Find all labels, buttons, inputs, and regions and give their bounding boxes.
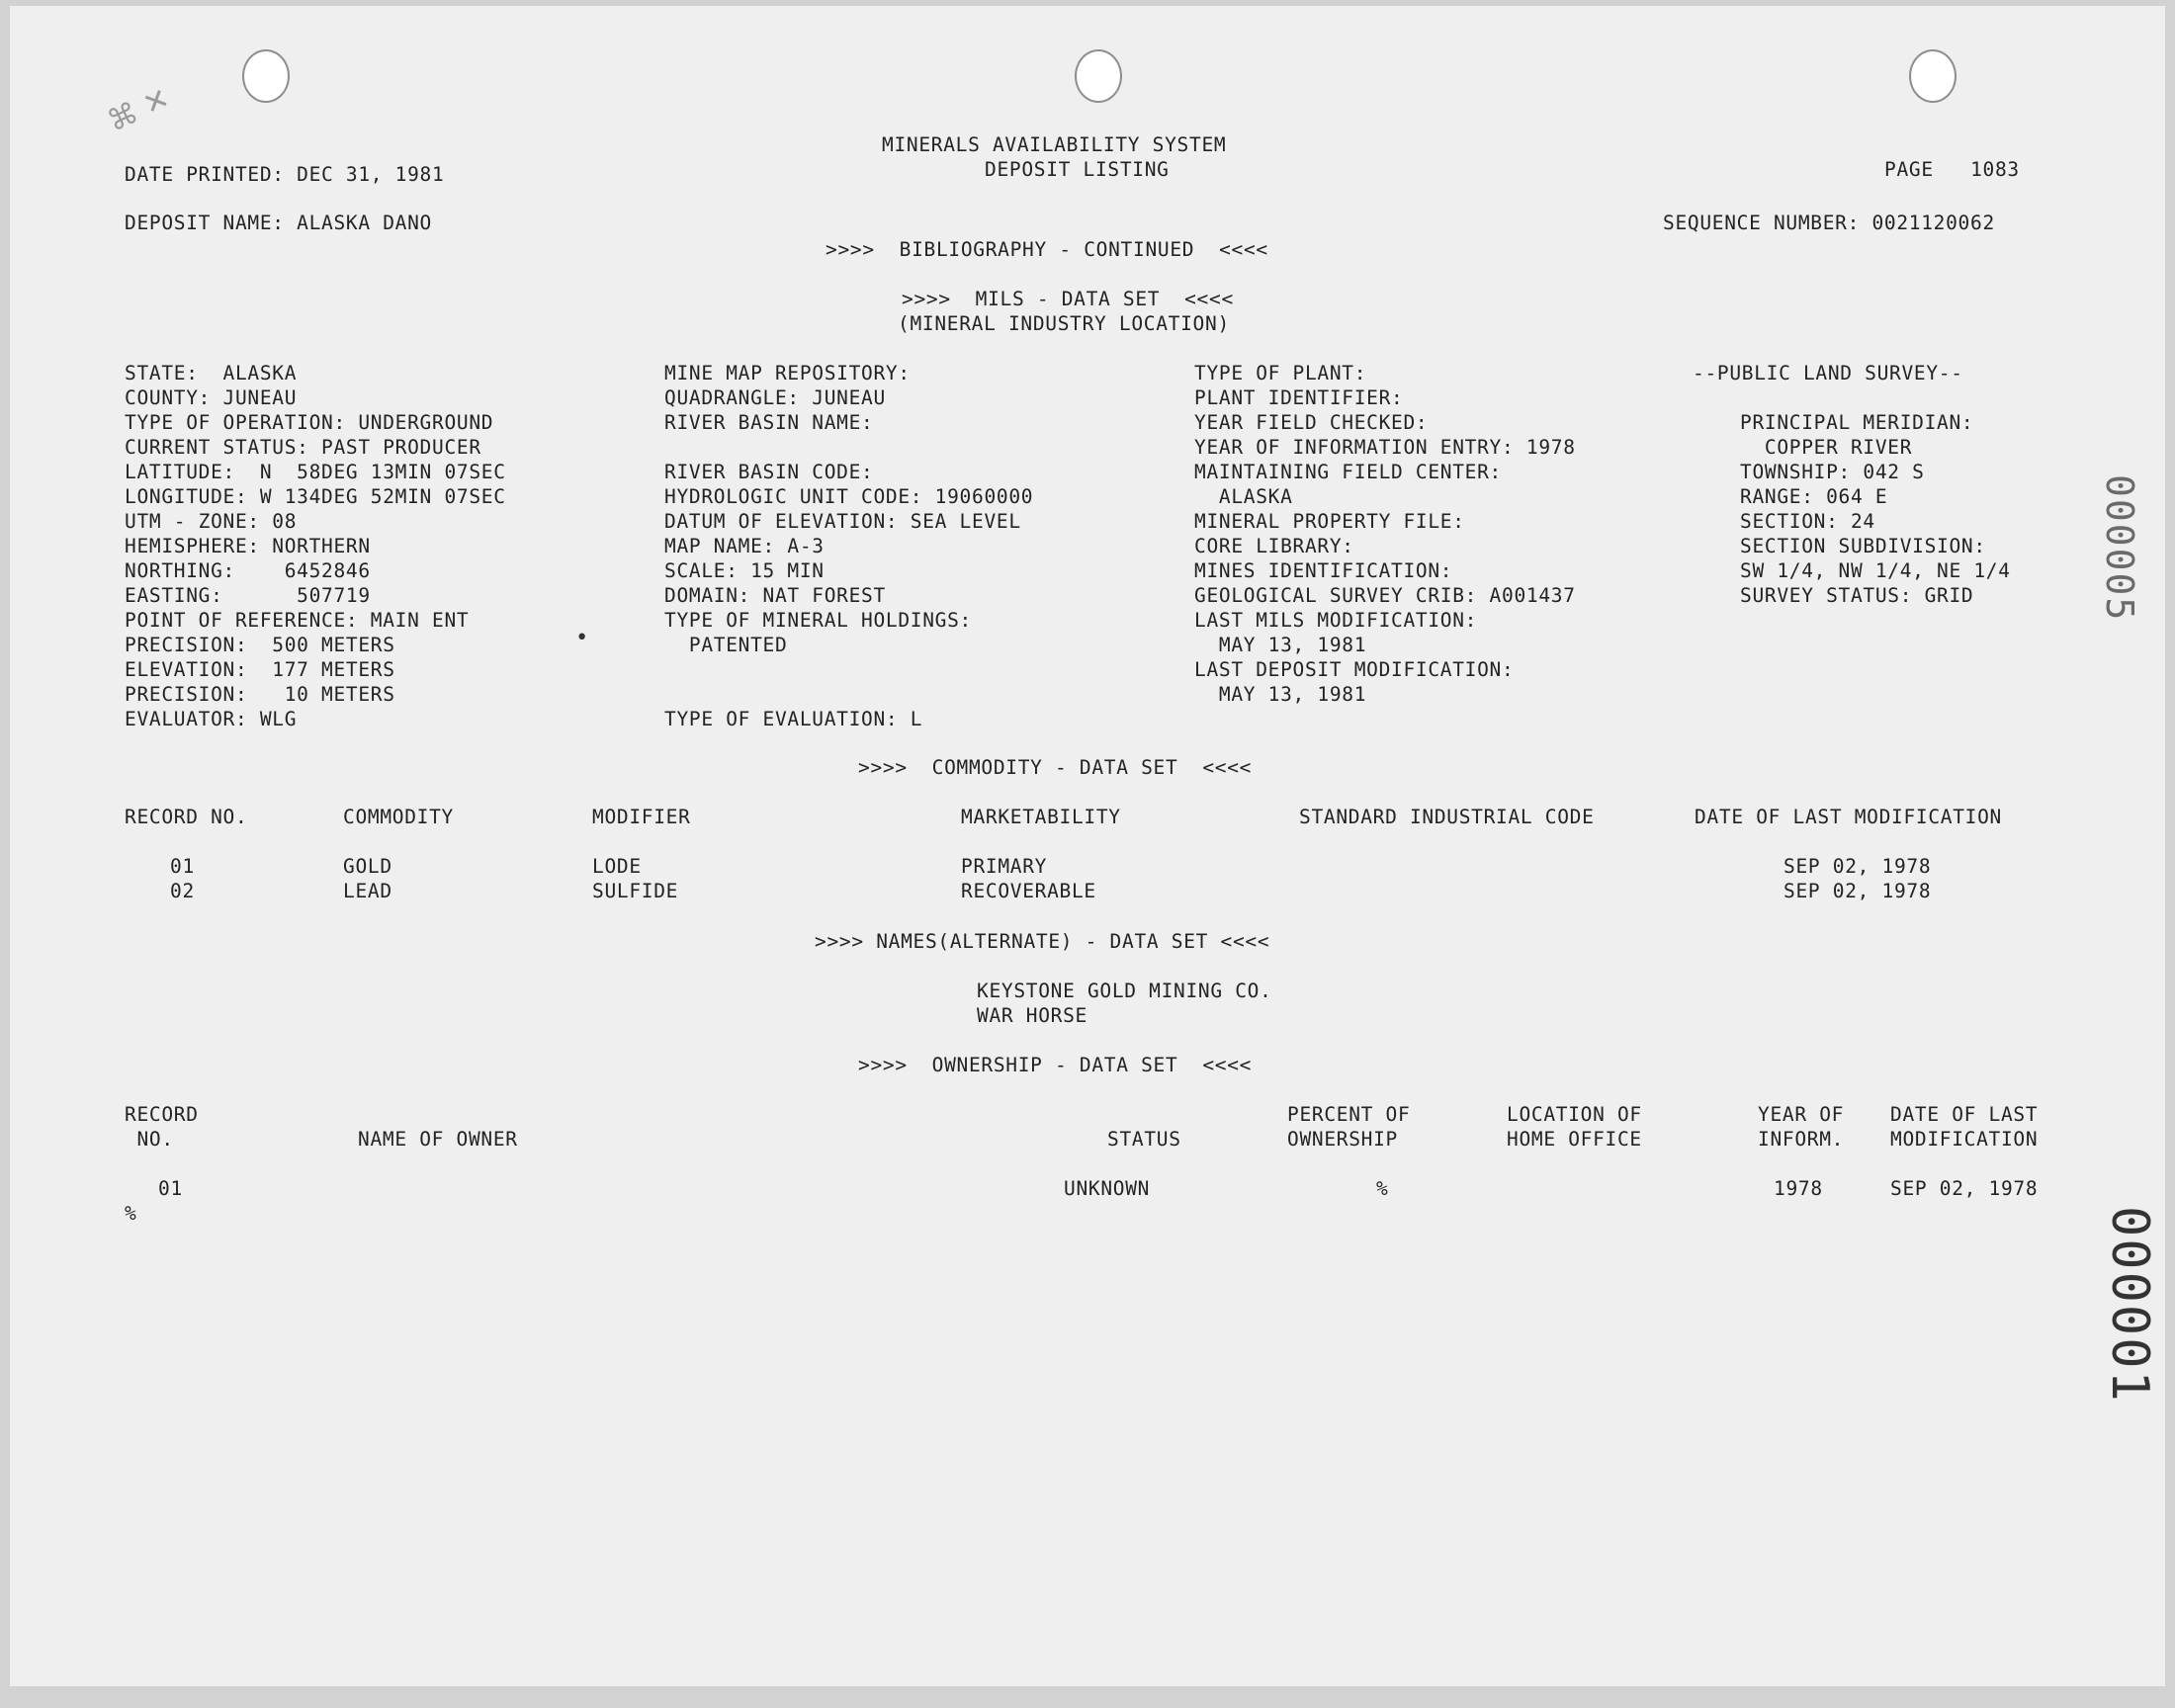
- mils-field: MAY 13, 1981: [1194, 634, 1367, 656]
- mils-field: ALASKA: [1194, 485, 1293, 508]
- ownership-header-location: LOCATION OF: [1507, 1103, 1642, 1126]
- public-land-survey-title: --PUBLIC LAND SURVEY--: [1693, 362, 1963, 384]
- commodity-header-sic: STANDARD INDUSTRIAL CODE: [1299, 806, 1595, 828]
- mils-field: UTM - ZONE: 08: [125, 510, 298, 533]
- mils-field: COPPER RIVER: [1740, 436, 1913, 459]
- ownership-year: 1978: [1774, 1177, 1823, 1200]
- commodity-name: GOLD: [343, 855, 392, 878]
- punch-hole-left: [242, 49, 290, 103]
- mils-field: MAP NAME: A-3: [664, 535, 825, 557]
- mils-subheading: (MINERAL INDUSTRY LOCATION): [898, 312, 1230, 335]
- commodity-record: 02: [170, 880, 195, 902]
- ownership-record: 01: [158, 1177, 183, 1200]
- mils-field: TOWNSHIP: 042 S: [1740, 461, 1925, 483]
- page-number: PAGE 1083: [1884, 158, 2020, 181]
- date-printed: DATE PRINTED: DEC 31, 1981: [125, 163, 445, 186]
- mils-field: PRINCIPAL MERIDIAN:: [1740, 411, 1974, 434]
- mils-field: TYPE OF EVALUATION: L: [664, 708, 923, 730]
- ownership-header-status: STATUS: [1107, 1128, 1181, 1151]
- mils-field: QUADRANGLE: JUNEAU: [664, 386, 886, 409]
- mils-field: GEOLOGICAL SURVEY CRIB: A001437: [1194, 584, 1576, 607]
- ownership-header-date: MODIFICATION: [1890, 1128, 2039, 1151]
- mils-field: RANGE: 064 E: [1740, 485, 1888, 508]
- commodity-header-modifier: MODIFIER: [592, 806, 691, 828]
- mils-field: ELEVATION: 177 METERS: [125, 658, 395, 681]
- mils-field: CURRENT STATUS: PAST PRODUCER: [125, 436, 481, 459]
- punch-hole-right: [1909, 49, 1957, 103]
- mils-field: LONGITUDE: W 134DEG 52MIN 07SEC: [125, 485, 506, 508]
- mils-field: TYPE OF MINERAL HOLDINGS:: [664, 609, 972, 632]
- mils-field: POINT OF REFERENCE: MAIN ENT: [125, 609, 470, 632]
- stray-mark: •: [575, 626, 589, 650]
- sequence-number: SEQUENCE NUMBER: 0021120062: [1663, 212, 1995, 234]
- ownership-header-name: NAME OF OWNER: [358, 1128, 518, 1151]
- mils-field: STATE: ALASKA: [125, 362, 298, 384]
- deposit-name: DEPOSIT NAME: ALASKA DANO: [125, 212, 432, 234]
- alternate-names-heading: >>>> NAMES(ALTERNATE) - DATA SET <<<<: [815, 930, 1270, 953]
- ownership-heading: >>>> OWNERSHIP - DATA SET <<<<: [858, 1054, 1253, 1076]
- ownership-percent: %: [1376, 1177, 1389, 1200]
- mils-field: MINERAL PROPERTY FILE:: [1194, 510, 1465, 533]
- mils-field: HYDROLOGIC UNIT CODE: 19060000: [664, 485, 1034, 508]
- mils-field: RIVER BASIN NAME:: [664, 411, 874, 434]
- punch-hole-center: [1075, 49, 1122, 103]
- commodity-date: SEP 02, 1978: [1784, 880, 1932, 902]
- mils-field: PATENTED: [664, 634, 788, 656]
- mils-field: LAST DEPOSIT MODIFICATION:: [1194, 658, 1515, 681]
- mils-field: DATUM OF ELEVATION: SEA LEVEL: [664, 510, 1021, 533]
- commodity-record: 01: [170, 855, 195, 878]
- mils-field: YEAR OF INFORMATION ENTRY: 1978: [1194, 436, 1576, 459]
- commodity-marketability: RECOVERABLE: [961, 880, 1096, 902]
- mils-field: SCALE: 15 MIN: [664, 559, 825, 582]
- margin-stamp-upper: 000005: [2098, 474, 2141, 623]
- mils-field: SECTION: 24: [1740, 510, 1875, 533]
- ownership-header-year: YEAR OF: [1758, 1103, 1845, 1126]
- document-sheet: [10, 6, 2165, 1686]
- mils-field: RIVER BASIN CODE:: [664, 461, 874, 483]
- mils-field: PRECISION: 10 METERS: [125, 683, 395, 706]
- commodity-marketability: PRIMARY: [961, 855, 1048, 878]
- ink-smudge-icon: ⌘ ✕: [102, 80, 176, 140]
- mils-field: TYPE OF OPERATION: UNDERGROUND: [125, 411, 494, 434]
- mils-field: PLANT IDENTIFIER:: [1194, 386, 1404, 409]
- ownership-status: UNKNOWN: [1064, 1177, 1151, 1200]
- mils-field: SW 1/4, NW 1/4, NE 1/4: [1740, 559, 2011, 582]
- ownership-header-record: RECORD: [125, 1103, 199, 1126]
- ownership-header-percent: OWNERSHIP: [1287, 1128, 1398, 1151]
- mils-field: SECTION SUBDIVISION:: [1740, 535, 1986, 557]
- ownership-header-year: INFORM.: [1758, 1128, 1845, 1151]
- commodity-header-marketability: MARKETABILITY: [961, 806, 1121, 828]
- commodity-modifier: LODE: [592, 855, 642, 878]
- mils-field: HEMISPHERE: NORTHERN: [125, 535, 371, 557]
- mils-field: TYPE OF PLANT:: [1194, 362, 1367, 384]
- mils-field: MAY 13, 1981: [1194, 683, 1367, 706]
- mils-field: MINE MAP REPOSITORY:: [664, 362, 911, 384]
- ownership-trailer: %: [125, 1202, 137, 1225]
- mils-field: DOMAIN: NAT FOREST: [664, 584, 886, 607]
- mils-field: PRECISION: 500 METERS: [125, 634, 395, 656]
- mils-heading: >>>> MILS - DATA SET <<<<: [902, 288, 1234, 310]
- mils-field: CORE LIBRARY:: [1194, 535, 1354, 557]
- margin-stamp-lower: 000001: [2100, 1206, 2159, 1404]
- commodity-header-record: RECORD NO.: [125, 806, 248, 828]
- system-title: MINERALS AVAILABILITY SYSTEM: [882, 133, 1227, 156]
- mils-field: YEAR FIELD CHECKED:: [1194, 411, 1429, 434]
- ownership-header-location: HOME OFFICE: [1507, 1128, 1642, 1151]
- commodity-header-commodity: COMMODITY: [343, 806, 454, 828]
- mils-field: MAINTAINING FIELD CENTER:: [1194, 461, 1502, 483]
- ownership-header-date: DATE OF LAST: [1890, 1103, 2039, 1126]
- mils-field: NORTHING: 6452846: [125, 559, 371, 582]
- mils-field: SURVEY STATUS: GRID: [1740, 584, 1974, 607]
- commodity-date: SEP 02, 1978: [1784, 855, 1932, 878]
- commodity-modifier: SULFIDE: [592, 880, 679, 902]
- ownership-header-record: NO.: [125, 1128, 174, 1151]
- mils-field: LATITUDE: N 58DEG 13MIN 07SEC: [125, 461, 506, 483]
- commodity-heading: >>>> COMMODITY - DATA SET <<<<: [858, 756, 1253, 779]
- mils-field: COUNTY: JUNEAU: [125, 386, 298, 409]
- bibliography-heading: >>>> BIBLIOGRAPHY - CONTINUED <<<<: [826, 238, 1268, 261]
- commodity-header-date: DATE OF LAST MODIFICATION: [1695, 806, 2002, 828]
- alternate-name: WAR HORSE: [977, 1004, 1088, 1027]
- report-title: DEPOSIT LISTING: [985, 158, 1170, 181]
- ownership-header-percent: PERCENT OF: [1287, 1103, 1411, 1126]
- mils-field: EVALUATOR: WLG: [125, 708, 298, 730]
- mils-field: EASTING: 507719: [125, 584, 371, 607]
- mils-field: MINES IDENTIFICATION:: [1194, 559, 1453, 582]
- mils-field: LAST MILS MODIFICATION:: [1194, 609, 1478, 632]
- alternate-name: KEYSTONE GOLD MINING CO.: [977, 980, 1272, 1002]
- ownership-date: SEP 02, 1978: [1890, 1177, 2039, 1200]
- commodity-name: LEAD: [343, 880, 392, 902]
